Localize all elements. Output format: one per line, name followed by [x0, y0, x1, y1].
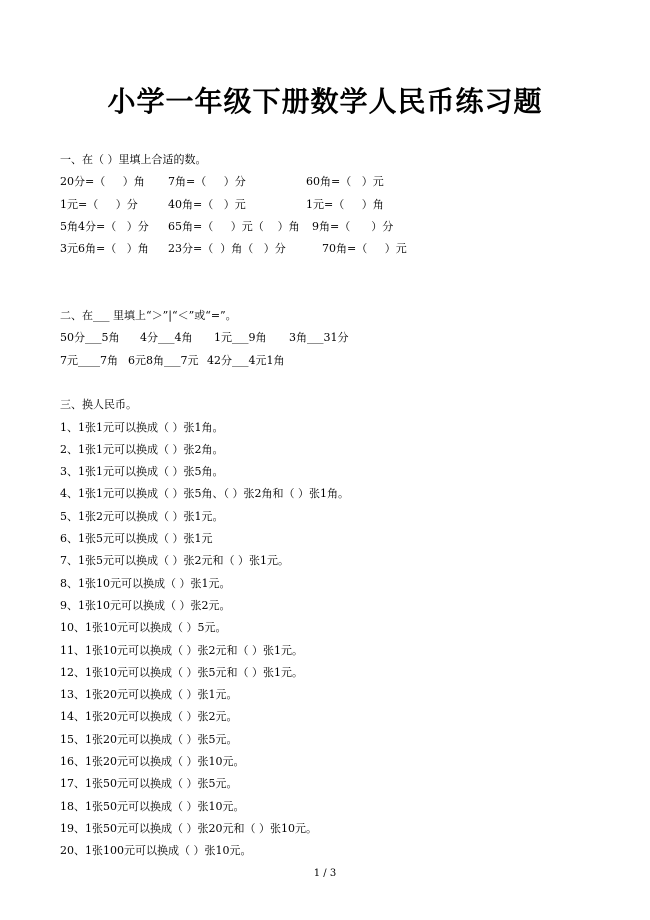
exchange-item: 20、1张100元可以换成（ ）张10元。	[60, 844, 252, 858]
exchange-item: 6、1张5元可以换成（ ）张1元	[60, 532, 213, 546]
fill-item: 23分=（ ）角（ ）分	[168, 242, 286, 256]
exchange-item: 18、1张50元可以换成（ ）张10元。	[60, 799, 245, 813]
fill-item: 65角=（ ）元（ ）角	[168, 219, 300, 233]
exchange-item: 5、1张2元可以换成（ ）张1元。	[60, 509, 224, 523]
section1-row	[60, 216, 620, 238]
exchange-item: 15、1张20元可以换成（ ）张5元。	[60, 732, 238, 746]
section1-row	[60, 238, 620, 260]
exchange-item: 16、1张20元可以换成（ ）张10元。	[60, 755, 245, 769]
exchange-item: 13、1张20元可以换成（ ）张1元。	[60, 688, 238, 702]
section-spacer	[60, 283, 620, 305]
exchange-item: 10、1张10元可以换成（ ）5元。	[60, 621, 227, 635]
section2-row	[60, 327, 620, 349]
fill-item: 70角=（ ）元	[322, 242, 407, 256]
exchange-item: 2、1张1元可以换成（ ）张2角。	[60, 442, 224, 456]
compare-item: 4分___4角	[140, 331, 193, 345]
fill-item: 1元=（ ）分	[60, 197, 138, 211]
compare-item: 6元8角___7元	[128, 353, 199, 367]
page-title: 小学一年级下册数学人民币练习题	[107, 85, 543, 118]
fill-item: 1元=（ ）角	[306, 197, 384, 211]
fill-item: 7角=（ ）分	[168, 175, 246, 189]
compare-item: 7元____7角	[60, 353, 118, 367]
section-spacer	[60, 260, 620, 282]
compare-item: 50分___5角	[60, 331, 120, 345]
compare-item: 1元___9角	[214, 331, 267, 345]
compare-item: 3角___31分	[289, 331, 349, 345]
fill-item: 5角4分=（ ）分	[60, 219, 149, 233]
exchange-item: 17、1张50元可以换成（ ）张5元。	[60, 777, 238, 791]
section3-heading: 三、换人民币。	[60, 398, 137, 412]
fill-item: 60角=（ ）元	[306, 175, 384, 189]
section1-row	[60, 171, 620, 193]
fill-item: 3元6角=（ ）角	[60, 242, 149, 256]
section1-row	[60, 194, 620, 216]
section1-heading: 一、在（ ）里填上合适的数。	[60, 153, 207, 166]
exchange-item: 3、1张1元可以换成（ ）张5角。	[60, 465, 224, 479]
fill-item: 40角=（ ）元	[168, 197, 246, 211]
exchange-item: 12、1张10元可以换成（ ）张5元和（ ）张1元。	[60, 665, 303, 679]
exchange-item: 9、1张10元可以换成（ ）张2元。	[60, 598, 231, 612]
exchange-item: 8、1张10元可以换成（ ）张1元。	[60, 576, 231, 590]
compare-item: 42分___4元1角	[207, 353, 285, 367]
exchange-item: 11、1张10元可以换成（ ）张2元和（ ）张1元。	[60, 643, 303, 657]
exchange-item: 14、1张20元可以换成（ ）张2元。	[60, 710, 238, 724]
fill-item: 20分=（ ）角	[60, 175, 145, 189]
exchange-item: 19、1张50元可以换成（ ）张20元和（ ）张10元。	[60, 821, 317, 835]
exchange-item: 4、1张1元可以换成（ ）张5角、（ ）张2角和（ ）张1角。	[60, 487, 349, 501]
exchange-item: 7、1张5元可以换成（ ）张2元和（ ）张1元。	[60, 554, 289, 568]
section2-row	[60, 350, 620, 372]
worksheet-content	[60, 149, 620, 863]
section-spacer	[60, 372, 620, 394]
page-number: 1 / 3	[313, 868, 337, 879]
section2-heading: 二、在___ 里填上“＞”|“＜”或“=”。	[60, 309, 237, 323]
fill-item: 9角=（ ）分	[312, 219, 394, 233]
exchange-item: 1、1张1元可以换成（ ）张1角。	[60, 420, 224, 434]
